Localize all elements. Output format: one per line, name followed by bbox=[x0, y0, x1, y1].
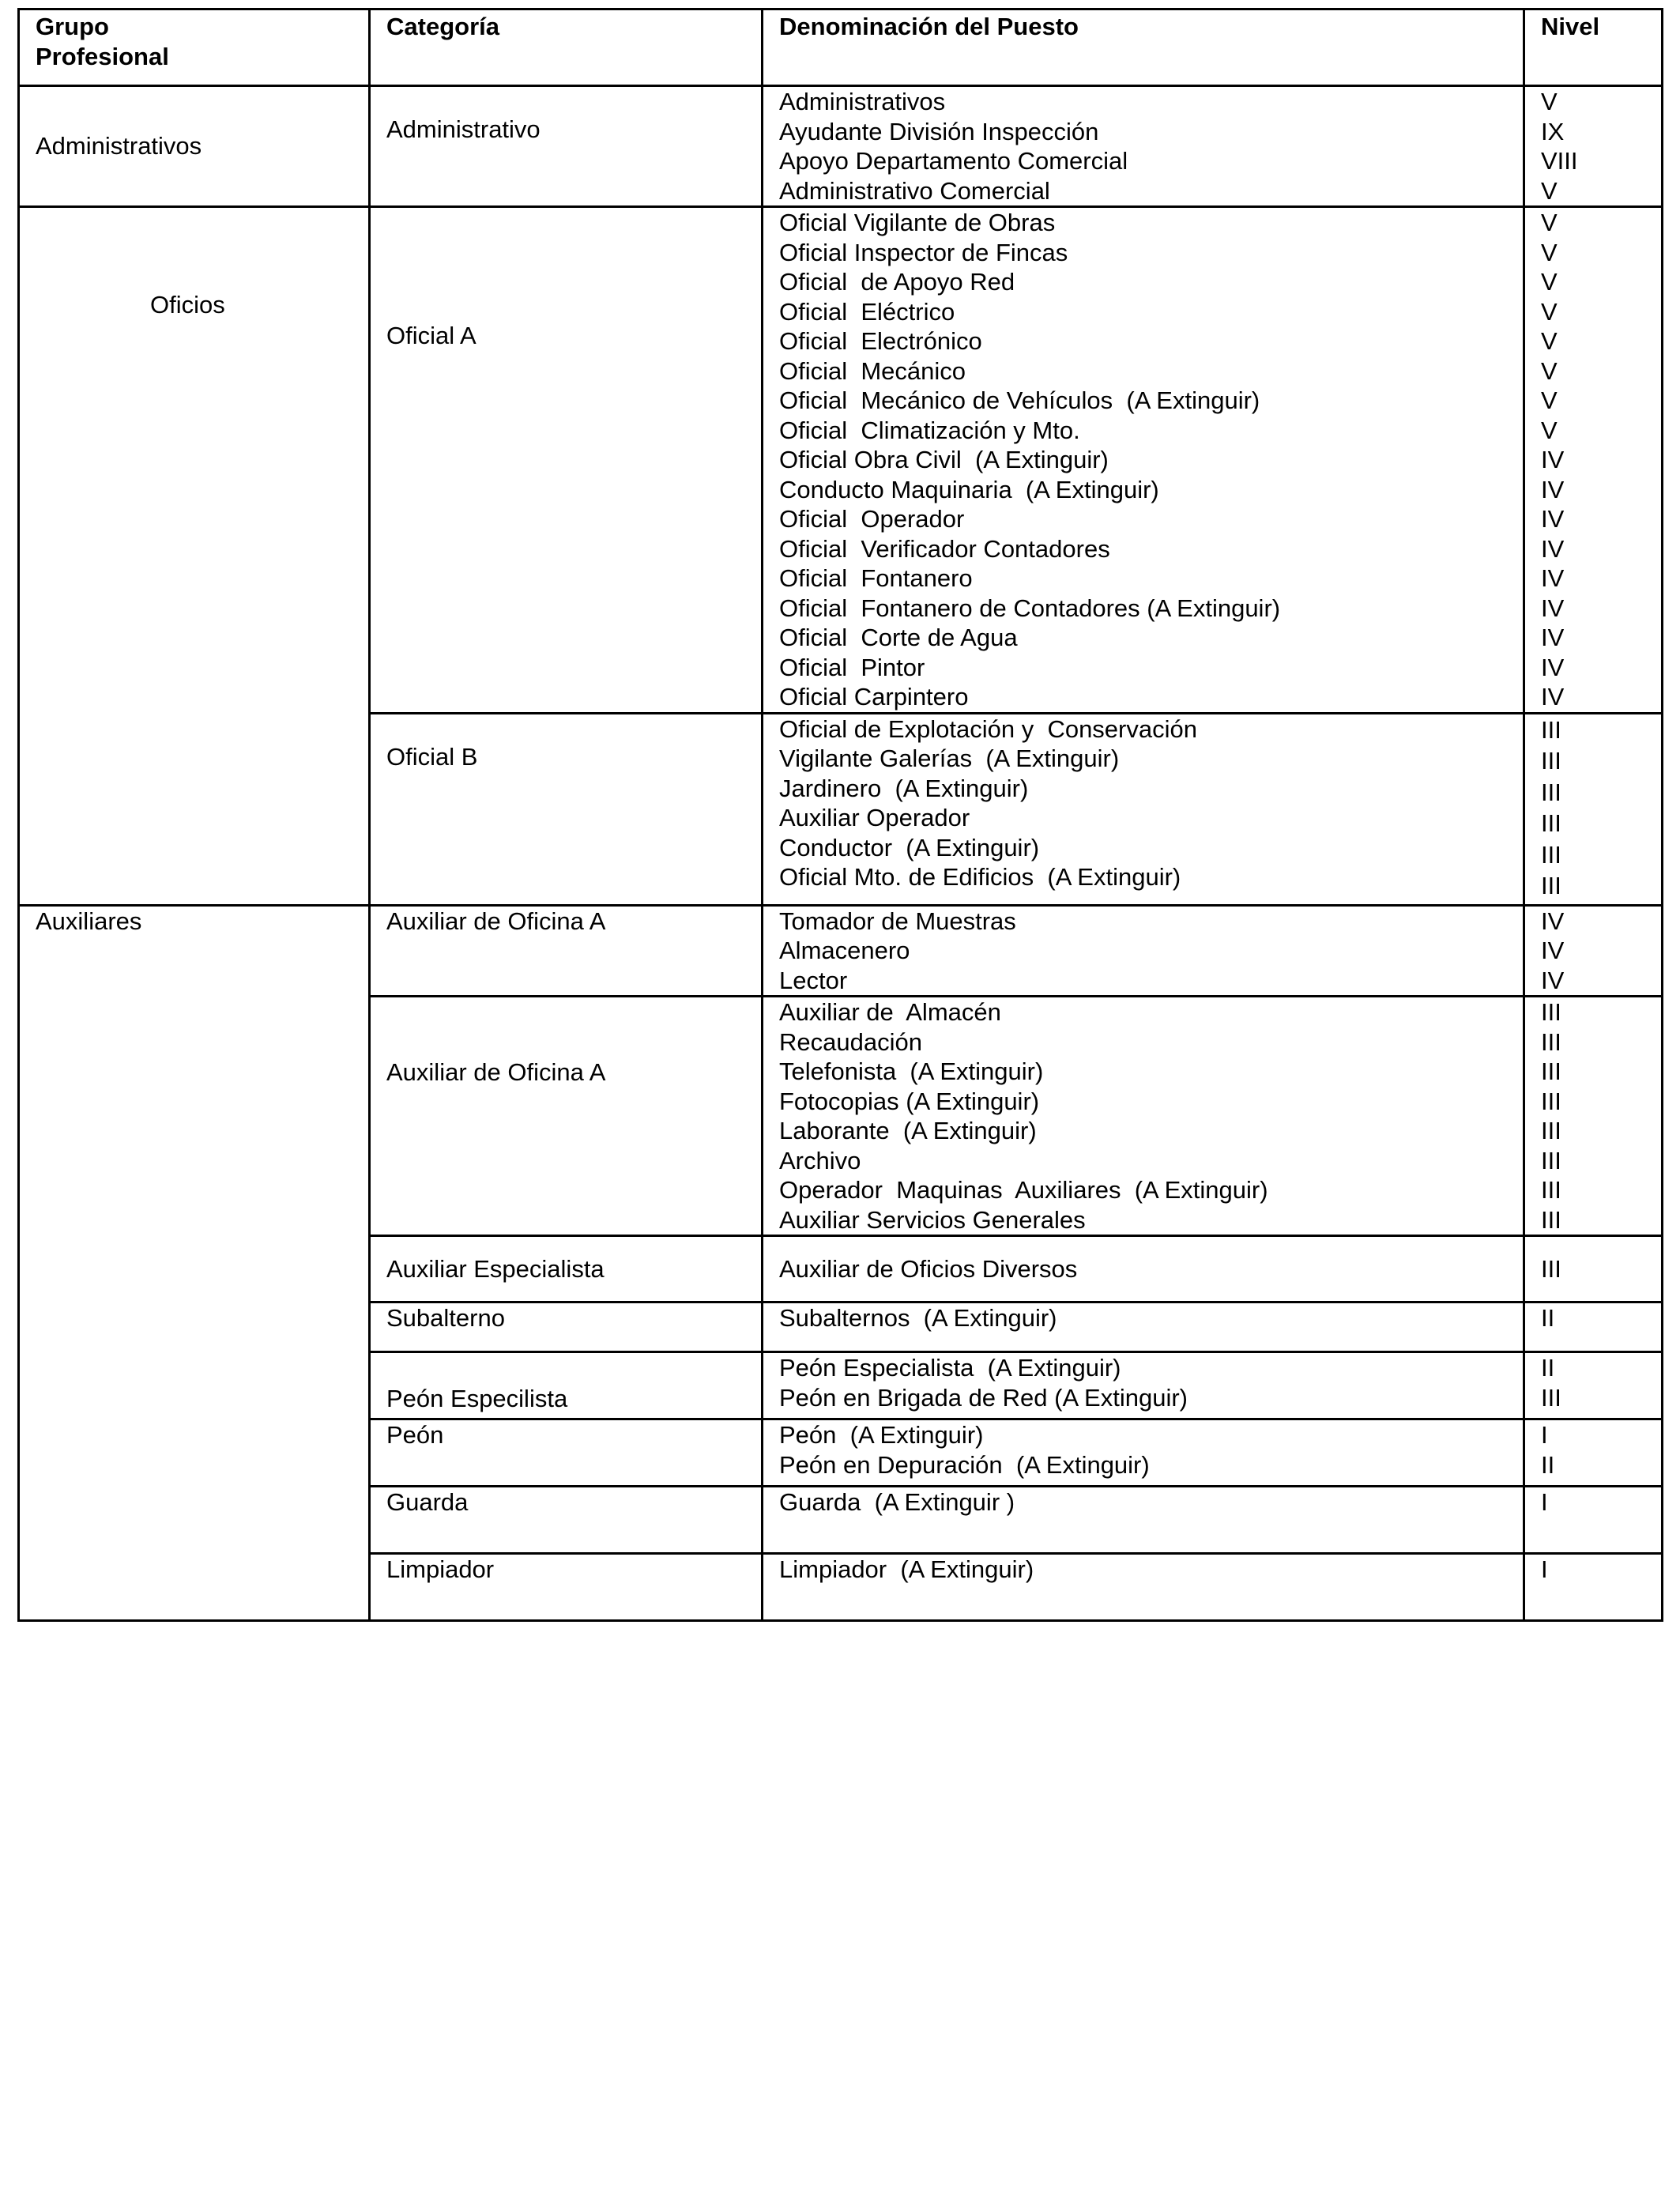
puestos-cell bbox=[763, 1419, 1524, 1487]
puesto-line: Operador Maquinas Auxiliares (A Extinguir) bbox=[779, 1176, 1268, 1204]
nivel-value: III bbox=[1541, 809, 1561, 837]
puesto-line: Administrativos bbox=[779, 88, 946, 115]
categoria-cell: Auxiliar de Oficina A bbox=[370, 997, 763, 1236]
nivel-value: III bbox=[1541, 1176, 1561, 1204]
puesto-line: Vigilante Galerías (A Extinguir) bbox=[779, 745, 1120, 772]
nivel-value: IV bbox=[1541, 937, 1565, 964]
table-row bbox=[19, 905, 1663, 997]
puestos-cell bbox=[763, 905, 1524, 997]
nivel-value: IV bbox=[1541, 594, 1565, 622]
group-oficios: Oficios bbox=[19, 207, 370, 906]
group-administrativos: Administrativos bbox=[19, 86, 370, 207]
puestos-cell bbox=[763, 1236, 1524, 1302]
puesto-line: Oficial Verificador Contadores bbox=[779, 534, 1110, 563]
puesto-line: Oficial Climatización y Mto. bbox=[779, 416, 1080, 444]
header-categoria: Categoría bbox=[370, 9, 763, 86]
puesto-line: Lector bbox=[779, 966, 848, 994]
nivel-value: IV bbox=[1541, 966, 1565, 994]
nivel-value: V bbox=[1541, 416, 1558, 444]
puesto-line: Telefonista (A Extinguir) bbox=[779, 1057, 1044, 1085]
puesto-line: Oficial de Explotación y Conservación bbox=[779, 714, 1197, 743]
puesto-line: Auxiliar de Oficios Diversos bbox=[779, 1254, 1078, 1283]
niveles-cell bbox=[1524, 1554, 1663, 1621]
nivel-value: III bbox=[1541, 998, 1561, 1026]
puesto-line: Apoyo Departamento Comercial bbox=[779, 147, 1128, 175]
puesto-line: Recaudación bbox=[779, 1027, 922, 1056]
nivel-value: V bbox=[1541, 327, 1558, 355]
puesto-line: Ayudante División Inspección bbox=[779, 117, 1099, 145]
table-row bbox=[19, 86, 1663, 207]
puesto-line: Auxiliar Operador bbox=[779, 804, 970, 831]
job-classification-table bbox=[17, 8, 1663, 1622]
puesto-line: Oficial Carpintero bbox=[779, 683, 969, 711]
puesto-line: Peón (A Extinguir) bbox=[779, 1421, 984, 1449]
nivel-value: II bbox=[1541, 1450, 1555, 1479]
nivel-value: IV bbox=[1541, 683, 1565, 711]
puestos-cell bbox=[763, 713, 1524, 905]
puesto-line: Oficial Eléctrico bbox=[779, 297, 955, 326]
header-nivel: Nivel bbox=[1524, 9, 1663, 86]
nivel-value: V bbox=[1541, 356, 1558, 385]
nivel-value: II bbox=[1541, 1354, 1555, 1382]
puestos-cell bbox=[763, 1487, 1524, 1554]
nivel-value: III bbox=[1541, 715, 1561, 744]
puesto-line: Oficial Mecánico bbox=[779, 356, 966, 385]
nivel-value: III bbox=[1541, 840, 1561, 869]
puesto-line: Oficial Electrónico bbox=[779, 327, 982, 355]
nivel-value: I bbox=[1541, 1555, 1548, 1583]
puesto-line: Jardinero (A Extinguir) bbox=[779, 774, 1029, 802]
nivel-value: III bbox=[1541, 1117, 1561, 1144]
nivel-value: I bbox=[1541, 1421, 1548, 1449]
nivel-value: III bbox=[1541, 1254, 1561, 1283]
puesto-line: Subalternos (A Extinguir) bbox=[779, 1304, 1057, 1332]
puesto-line: Oficial Vigilante de Obras bbox=[779, 209, 1056, 236]
nivel-value: V bbox=[1541, 386, 1558, 414]
niveles-cell bbox=[1524, 1352, 1663, 1419]
nivel-value: V bbox=[1541, 176, 1558, 205]
nivel-value: V bbox=[1541, 209, 1558, 236]
puesto-line: Oficial Fontanero de Contadores (A Extinguir) bbox=[779, 594, 1281, 622]
puesto-line: Auxiliar Servicios Generales bbox=[779, 1205, 1086, 1234]
puesto-line: Oficial Fontanero bbox=[779, 564, 973, 592]
categoria-cell: Guarda bbox=[370, 1487, 763, 1554]
puesto-line: Administrativo Comercial bbox=[779, 176, 1050, 205]
header-grupo: Grupo Profesional bbox=[19, 9, 370, 86]
niveles-cell bbox=[1524, 1419, 1663, 1487]
puesto-line: Oficial Operador bbox=[779, 505, 965, 533]
nivel-value: IV bbox=[1541, 907, 1565, 935]
nivel-value: III bbox=[1541, 872, 1561, 899]
niveles-cell bbox=[1524, 1302, 1663, 1352]
nivel-value: III bbox=[1541, 747, 1561, 775]
puesto-line: Oficial de Apoyo Red bbox=[779, 268, 1015, 296]
niveles-cell bbox=[1524, 207, 1663, 714]
nivel-value: IV bbox=[1541, 475, 1565, 503]
puesto-line: Oficial Mecánico de Vehículos (A Extinguir) bbox=[779, 386, 1260, 414]
nivel-value: IV bbox=[1541, 505, 1565, 533]
puesto-line: Guarda (A Extinguir ) bbox=[779, 1488, 1015, 1516]
puesto-line: Peón en Brigada de Red (A Extinguir) bbox=[779, 1383, 1188, 1412]
puesto-line: Laborante (A Extinguir) bbox=[779, 1117, 1037, 1144]
categoria-cell: Subalterno bbox=[370, 1302, 763, 1352]
niveles-cell bbox=[1524, 86, 1663, 207]
categoria-cell: Administrativo bbox=[370, 86, 763, 207]
nivel-value: I bbox=[1541, 1488, 1548, 1516]
header-row bbox=[19, 9, 1663, 86]
nivel-value: III bbox=[1541, 1383, 1561, 1412]
puesto-line: Conducto Maquinaria (A Extinguir) bbox=[779, 475, 1159, 503]
nivel-value: IV bbox=[1541, 653, 1565, 681]
puestos-cell bbox=[763, 1302, 1524, 1352]
puesto-line: Oficial Mto. de Edificios (A Extinguir) bbox=[779, 863, 1181, 891]
nivel-value: IX bbox=[1541, 117, 1565, 145]
puesto-line: Oficial Corte de Agua bbox=[779, 624, 1018, 651]
nivel-value: V bbox=[1541, 297, 1558, 326]
categoria-cell: Peón Especilista bbox=[370, 1352, 763, 1419]
categoria-cell: Peón bbox=[370, 1419, 763, 1487]
categoria-cell: Auxiliar de Oficina A bbox=[370, 905, 763, 997]
nivel-value: IV bbox=[1541, 446, 1565, 473]
niveles-cell bbox=[1524, 713, 1663, 905]
puesto-line: Peón en Depuración (A Extinguir) bbox=[779, 1450, 1150, 1479]
puesto-line: Auxiliar de Almacén bbox=[779, 998, 1001, 1026]
puesto-line: Peón Especialista (A Extinguir) bbox=[779, 1354, 1121, 1382]
puesto-line: Limpiador (A Extinguir) bbox=[779, 1555, 1034, 1583]
puesto-line: Oficial Inspector de Fincas bbox=[779, 238, 1068, 266]
puesto-line: Oficial Pintor bbox=[779, 653, 925, 681]
nivel-value: IV bbox=[1541, 534, 1565, 563]
nivel-value: III bbox=[1541, 1146, 1561, 1174]
puesto-line: Fotocopias (A Extinguir) bbox=[779, 1087, 1040, 1115]
puesto-line: Archivo bbox=[779, 1146, 861, 1174]
nivel-value: III bbox=[1541, 778, 1561, 806]
niveles-cell bbox=[1524, 997, 1663, 1236]
group-auxiliares: Auxiliares bbox=[19, 905, 370, 1621]
niveles-cell bbox=[1524, 1236, 1663, 1302]
header-denominacion: Denominación del Puesto bbox=[763, 9, 1524, 86]
niveles-cell bbox=[1524, 1487, 1663, 1554]
nivel-value: VIII bbox=[1541, 147, 1578, 175]
nivel-value: IV bbox=[1541, 564, 1565, 592]
nivel-value: IV bbox=[1541, 624, 1565, 651]
nivel-value: III bbox=[1541, 1087, 1561, 1115]
puesto-line: Oficial Obra Civil (A Extinguir) bbox=[779, 446, 1109, 473]
nivel-value: V bbox=[1541, 268, 1558, 296]
nivel-value: III bbox=[1541, 1205, 1561, 1234]
nivel-value: II bbox=[1541, 1304, 1555, 1332]
nivel-value: V bbox=[1541, 238, 1558, 266]
categoria-cell: Limpiador bbox=[370, 1554, 763, 1621]
puestos-cell bbox=[763, 997, 1524, 1236]
nivel-value: III bbox=[1541, 1057, 1561, 1085]
puestos-cell bbox=[763, 207, 1524, 714]
nivel-value: III bbox=[1541, 1027, 1561, 1056]
puestos-cell bbox=[763, 86, 1524, 207]
puesto-line: Tomador de Muestras bbox=[779, 907, 1016, 935]
puesto-line: Almacenero bbox=[779, 937, 910, 964]
categoria-cell: Oficial A bbox=[370, 207, 763, 714]
puesto-line: Conductor (A Extinguir) bbox=[779, 833, 1040, 861]
categoria-cell: Auxiliar Especialista bbox=[370, 1236, 763, 1302]
categoria-cell: Oficial B bbox=[370, 713, 763, 905]
puestos-cell bbox=[763, 1554, 1524, 1621]
niveles-cell bbox=[1524, 905, 1663, 997]
nivel-value: V bbox=[1541, 88, 1558, 115]
puestos-cell bbox=[763, 1352, 1524, 1419]
table-row bbox=[19, 207, 1663, 714]
